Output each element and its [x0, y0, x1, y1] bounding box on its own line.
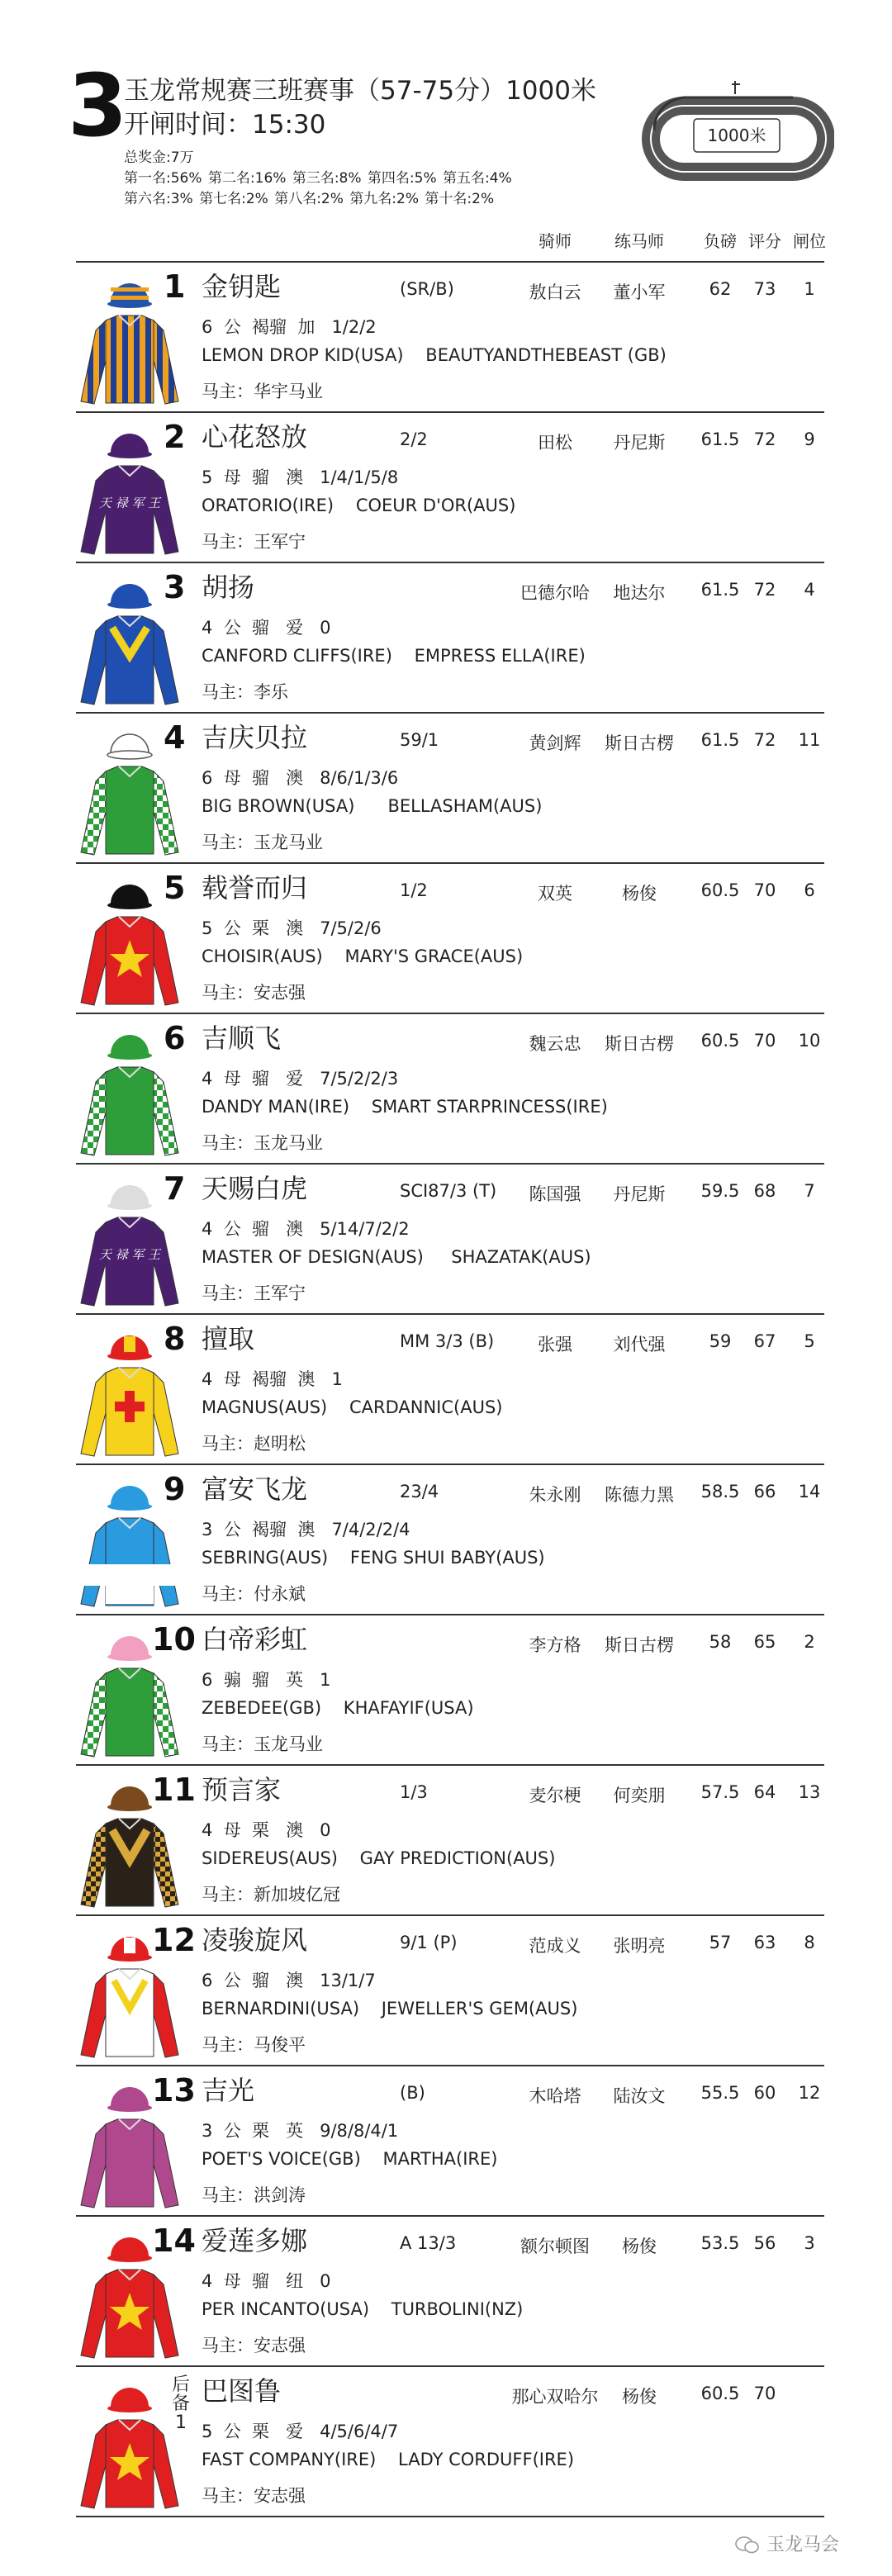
horse-details: 4 母 栗 澳 0	[202, 1820, 331, 1840]
owner-name: 马主：华宇马业	[202, 382, 323, 401]
jockey-value: 黄剑辉	[529, 733, 581, 753]
runner-number: 2	[164, 419, 186, 455]
runner-number: 7	[164, 1170, 186, 1207]
horse-pedigree: MAGNUS(AUS) CARDANNIC(AUS)	[202, 1397, 503, 1417]
horse-name: 爱莲多娜	[202, 2225, 308, 2256]
trainer-value: 刘代强	[613, 1335, 666, 1354]
footer-watermark	[735, 2531, 839, 2556]
draw-value: 9	[804, 429, 815, 449]
horse-pedigree: PER INCANTO(USA) TURBOLINI(NZ)	[202, 2299, 524, 2319]
horse-name: 预言家	[202, 1774, 282, 1805]
horse-details: 6 公 褐骝 加 1/2/2	[202, 317, 377, 337]
weight-value: 61.5	[700, 730, 740, 750]
runner-row	[76, 712, 824, 862]
horse-name: 吉顺飞	[202, 1022, 282, 1054]
weight-value: 60.5	[700, 2384, 740, 2403]
runner-row	[76, 1614, 824, 1764]
jockey-value: 张强	[538, 1335, 572, 1354]
horse-pedigree: POET'S VOICE(GB) MARTHA(IRE)	[202, 2149, 498, 2169]
jockey-value: 魏云忠	[529, 1034, 581, 1054]
draw-value: 12	[798, 2083, 821, 2103]
weight-value: 55.5	[700, 2083, 740, 2103]
start-time: 开闸时间：15:30	[124, 110, 326, 140]
trainer-value: 斯日古楞	[605, 733, 674, 753]
rating-value: 72	[753, 429, 776, 449]
runner-row	[76, 1163, 824, 1313]
runner-row	[76, 862, 824, 1013]
rating-value: 70	[753, 2384, 776, 2403]
trainer-value: 杨俊	[622, 2387, 657, 2407]
gear-info: 23/4	[400, 1482, 439, 1501]
runner-number: 3	[164, 569, 186, 605]
table-bottom-divider	[76, 2516, 824, 2517]
owner-name: 马主：安志强	[202, 2486, 306, 2506]
horse-name: 心花怒放	[202, 421, 308, 453]
runner-row	[76, 1464, 824, 1614]
horse-pedigree: SEBRING(AUS) FENG SHUI BABY(AUS)	[202, 1548, 545, 1568]
runner-row	[76, 261, 824, 411]
horse-details: 3 公 栗 英 9/8/8/4/1	[202, 2121, 399, 2141]
horse-details: 5 公 栗 爱 4/5/6/4/7	[202, 2422, 399, 2441]
chat-bubbles-icon	[735, 2536, 760, 2555]
weight-value: 53.5	[700, 2233, 740, 2253]
trainer-value: 陆汝文	[613, 2086, 666, 2106]
runner-row	[76, 562, 824, 712]
svg-text:天 禄 军 王: 天 禄 军 王	[98, 496, 161, 510]
race-title: 玉龙常规赛三班赛事（57-75分）1000米	[124, 76, 596, 106]
horse-pedigree: BIG BROWN(USA) BELLASHAM(AUS)	[202, 796, 543, 816]
horse-pedigree: CANFORD CLIFFS(IRE) EMPRESS ELLA(IRE)	[202, 646, 586, 666]
prize-distribution-line-1: 第一名:56% 第二名:16% 第三名:8% 第四名:5% 第五名:4%	[124, 170, 512, 187]
jockey-value: 陈国强	[529, 1184, 581, 1204]
jockey-value: 双英	[538, 884, 572, 904]
runner-number: 5	[164, 870, 186, 906]
runner-row	[76, 1013, 824, 1163]
race-number: 3	[68, 55, 128, 156]
gear-info: 1/3	[400, 1782, 428, 1802]
watermark-text: 玉龙马会	[766, 2535, 840, 2555]
weight-value: 57.5	[700, 1782, 740, 1802]
draw-value: 3	[804, 2233, 815, 2253]
horse-pedigree: BERNARDINI(USA) JEWELLER'S GEM(AUS)	[202, 1999, 578, 2019]
gear-info: SCI87/3 (T)	[400, 1181, 497, 1201]
weight-value: 61.5	[700, 580, 740, 600]
draw-value: 1	[804, 279, 815, 299]
runner-number: 8	[164, 1321, 186, 1357]
column-jockey: 骑师	[539, 231, 572, 251]
track-diagram	[636, 73, 834, 197]
jockey-value: 田松	[538, 433, 572, 453]
horse-name: 天赐白虎	[202, 1173, 308, 1204]
trainer-value: 董小军	[613, 282, 666, 302]
draw-value: 13	[798, 1782, 821, 1802]
runner-number: 6	[164, 1020, 186, 1056]
owner-name: 马主：洪剑涛	[202, 2185, 306, 2205]
gear-info: 9/1 (P)	[400, 1933, 458, 1952]
jockey-value: 范成义	[529, 1936, 581, 1956]
runner-row	[76, 1764, 824, 1914]
horse-details: 6 骟 骝 英 1	[202, 1670, 331, 1690]
owner-name: 马主：王军宁	[202, 1283, 306, 1303]
horse-details: 4 母 骝 纽 0	[202, 2271, 331, 2291]
gear-info: MM 3/3 (B)	[400, 1331, 495, 1351]
horse-pedigree: FAST COMPANY(IRE) LADY CORDUFF(IRE)	[202, 2450, 575, 2469]
horse-details: 5 母 骝 澳 1/4/1/5/8	[202, 467, 399, 487]
horse-name: 吉庆贝拉	[202, 722, 308, 753]
horse-name: 富安飞龙	[202, 1473, 308, 1505]
prize-distribution-line-2: 第六名:3% 第七名:2% 第八名:2% 第九名:2% 第十名:2%	[124, 191, 495, 207]
trainer-value: 张明亮	[613, 1936, 666, 1956]
runner-row	[76, 1313, 824, 1464]
column-rating: 评分	[748, 231, 781, 251]
jockey-value: 朱永刚	[529, 1485, 581, 1505]
rating-value: 66	[753, 1482, 776, 1501]
weight-value: 60.5	[700, 880, 740, 900]
horse-pedigree: CHOISIR(AUS) MARY'S GRACE(AUS)	[202, 946, 524, 966]
rating-value: 67	[753, 1331, 776, 1351]
horse-name: 凌骏旋风	[202, 1924, 308, 1956]
horse-details: 4 母 骝 爱 7/5/2/2/3	[202, 1069, 399, 1089]
runner-number: 14	[152, 2223, 196, 2259]
runner-number: 13	[152, 2072, 196, 2109]
rating-value: 63	[753, 1933, 776, 1952]
runner-row	[76, 2365, 824, 2516]
track-distance-label: 1000米	[707, 126, 766, 145]
owner-name: 马主：王军宁	[202, 532, 306, 552]
rating-value: 73	[753, 279, 776, 299]
owner-name: 马主：赵明松	[202, 1434, 306, 1454]
rating-value: 56	[753, 2233, 776, 2253]
owner-name: 马主：安志强	[202, 983, 306, 1003]
horse-details: 3 公 褐骝 澳 7/4/2/2/4	[202, 1520, 410, 1539]
horse-pedigree: ZEBEDEE(GB) KHAFAYIF(USA)	[202, 1698, 474, 1718]
jockey-value: 巴德尔哈	[520, 583, 590, 603]
rating-value: 70	[753, 880, 776, 900]
runner-row	[76, 1914, 824, 2065]
horse-name: 金钥匙	[202, 271, 282, 302]
weight-value: 57	[709, 1933, 732, 1952]
draw-value: 6	[804, 880, 815, 900]
jockey-value: 额尔顿图	[520, 2237, 590, 2256]
weight-value: 59.5	[700, 1181, 740, 1201]
gear-info: (B)	[400, 2083, 425, 2103]
horse-pedigree: DANDY MAN(IRE) SMART STARPRINCESS(IRE)	[202, 1097, 608, 1117]
trainer-value: 丹尼斯	[613, 433, 666, 453]
runner-row	[76, 2215, 824, 2365]
runner-number: 4	[164, 719, 186, 756]
weight-value: 59	[709, 1331, 732, 1351]
jockey-value: 那心双哈尔	[511, 2387, 599, 2407]
horse-details: 4 公 骝 爱 0	[202, 618, 331, 638]
draw-value: 11	[798, 730, 821, 750]
jockey-value: 木哈塔	[529, 2086, 581, 2106]
jockey-value: 敖白云	[529, 282, 581, 302]
horse-pedigree: SIDEREUS(AUS) GAY PREDICTION(AUS)	[202, 1848, 556, 1868]
horse-details: 4 母 褐骝 澳 1	[202, 1369, 343, 1389]
trainer-value: 何奕朋	[613, 1786, 666, 1805]
runner-number: 1	[164, 268, 186, 305]
owner-name: 马主：新加坡亿冠	[202, 1885, 340, 1905]
jockey-value: 麦尔梗	[529, 1786, 581, 1805]
runner-number: 12	[152, 1922, 196, 1958]
owner-name: 马主：玉龙马业	[202, 1734, 323, 1754]
draw-value: 14	[798, 1482, 821, 1501]
horse-details: 5 公 栗 澳 7/5/2/6	[202, 918, 382, 938]
owner-name: 马主：付永斌	[202, 1584, 306, 1604]
horse-pedigree: LEMON DROP KID(USA) BEAUTYANDTHEBEAST (GB)	[202, 345, 667, 365]
draw-value: 4	[804, 580, 815, 600]
runner-number: 11	[152, 1772, 196, 1808]
owner-name: 马主：马俊平	[202, 2035, 306, 2055]
weight-value: 60.5	[700, 1031, 740, 1051]
draw-value: 2	[804, 1632, 815, 1652]
rating-value: 72	[753, 580, 776, 600]
jockey-value: 李方格	[529, 1635, 581, 1655]
weight-value: 61.5	[700, 429, 740, 449]
horse-details: 4 公 骝 澳 5/14/7/2/2	[202, 1219, 410, 1239]
horse-details: 6 公 骝 澳 13/1/7	[202, 1971, 376, 1990]
weight-value: 58	[709, 1632, 732, 1652]
gear-info: A 13/3	[400, 2233, 457, 2253]
horse-name: 擅取	[202, 1323, 255, 1354]
gear-info: (SR/B)	[400, 279, 454, 299]
trainer-value: 陈德力黑	[605, 1485, 674, 1505]
rating-value: 68	[753, 1181, 776, 1201]
trainer-value: 斯日古楞	[605, 1635, 674, 1655]
runner-number: 10	[152, 1621, 196, 1658]
prize-total: 总奖金:7万	[124, 149, 194, 166]
weight-value: 58.5	[700, 1482, 740, 1501]
runner-row	[76, 411, 824, 562]
horse-pedigree: MASTER OF DESIGN(AUS) SHAZATAK(AUS)	[202, 1247, 591, 1267]
trainer-value: 地达尔	[613, 583, 666, 603]
owner-name: 马主：李乐	[202, 682, 288, 702]
trainer-value: 杨俊	[622, 2237, 657, 2256]
draw-value: 10	[798, 1031, 821, 1051]
svg-text:天 禄 军 王: 天 禄 军 王	[98, 1247, 161, 1262]
horse-name: 巴图鲁	[202, 2375, 282, 2407]
gear-info: 2/2	[400, 429, 428, 449]
owner-name: 马主：玉龙马业	[202, 1133, 323, 1153]
weight-value: 62	[709, 279, 732, 299]
runner-number: 后 备 1	[171, 2374, 190, 2434]
rating-value: 65	[753, 1632, 776, 1652]
rating-value: 72	[753, 730, 776, 750]
rating-value: 70	[753, 1031, 776, 1051]
horse-name: 白帝彩虹	[202, 1624, 308, 1655]
gear-info: 59/1	[400, 730, 439, 750]
horse-details: 6 母 骝 澳 8/6/1/3/6	[202, 768, 399, 788]
rating-value: 64	[753, 1782, 776, 1802]
column-trainer: 练马师	[614, 231, 664, 251]
draw-value: 7	[804, 1181, 815, 1201]
jockey-silks-icon	[76, 2374, 183, 2514]
trainer-value: 杨俊	[622, 884, 657, 904]
horse-name: 胡扬	[202, 572, 255, 603]
trainer-value: 斯日古楞	[605, 1034, 674, 1054]
draw-value: 5	[804, 1331, 815, 1351]
horse-name: 吉光	[202, 2075, 255, 2106]
owner-name: 马主：玉龙马业	[202, 833, 323, 852]
runner-row	[76, 2065, 824, 2215]
column-draw: 闸位	[793, 231, 826, 251]
horse-name: 载誉而归	[202, 872, 308, 904]
runner-number: 9	[164, 1471, 186, 1507]
owner-name: 马主：安志强	[202, 2336, 306, 2355]
gear-info: 1/2	[400, 880, 428, 900]
column-weight: 负磅	[704, 231, 737, 251]
draw-value: 8	[804, 1933, 815, 1952]
rating-value: 60	[753, 2083, 776, 2103]
trainer-value: 丹尼斯	[613, 1184, 666, 1204]
horse-pedigree: ORATORIO(IRE) COEUR D'OR(AUS)	[202, 496, 516, 515]
